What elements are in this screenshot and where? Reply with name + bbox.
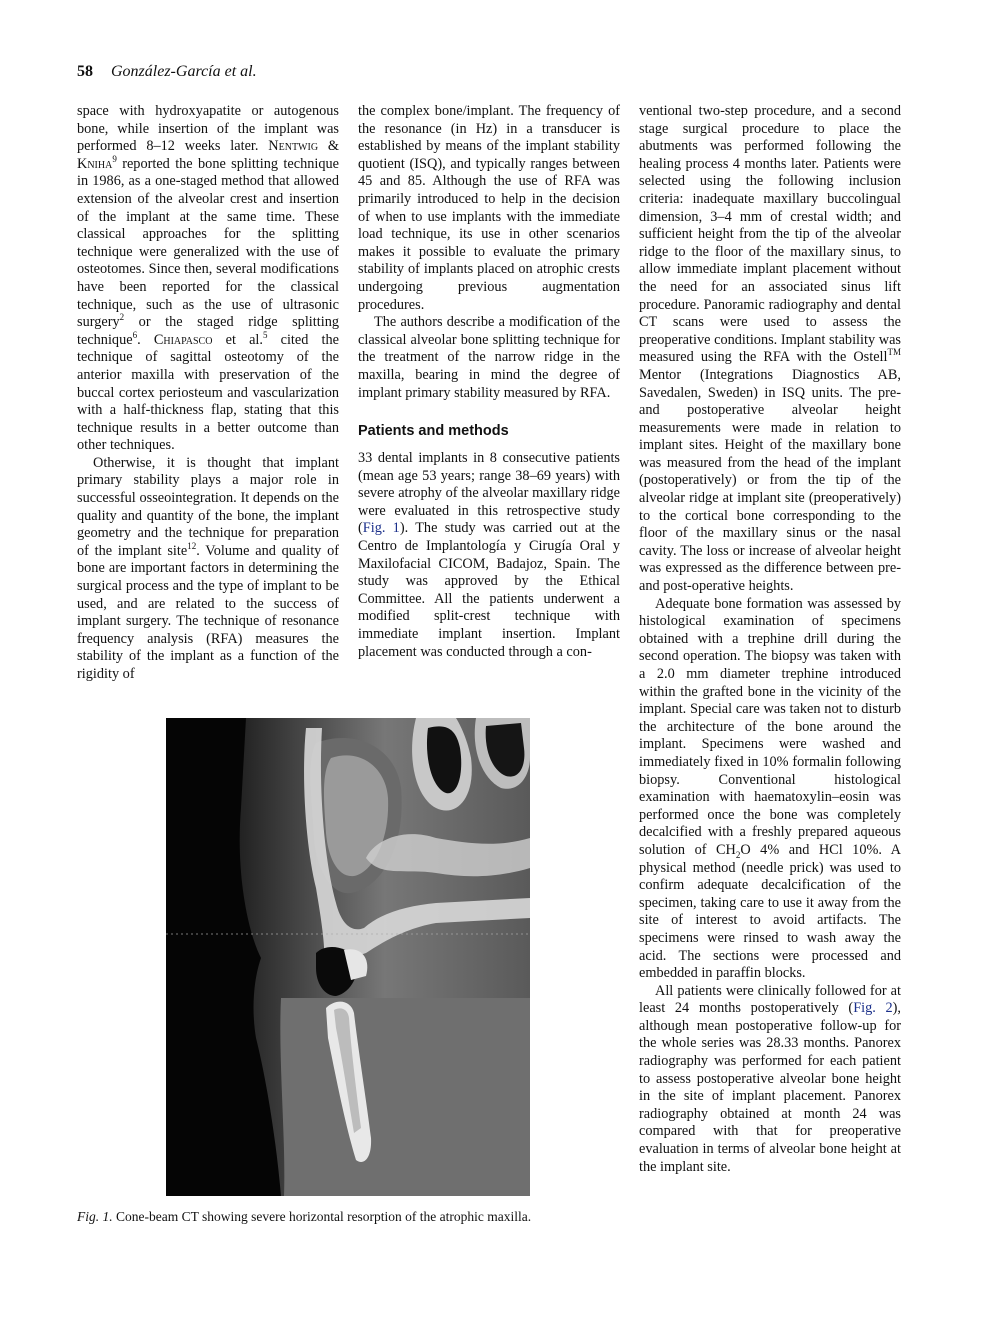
figure-caption	[77, 1208, 617, 1225]
paragraph: ventional two-step procedure, and a second stage surgical procedure to place the abutments was performed following the healing process 4 months later. Patients were selected using the following inclusion criteria: inadequate maxillary buccolingual dimension, 3–4 mm of crestal width; and sufficient height from the tip of the alveolar ridge to the floor of the maxillary sinus, to allow immediate implant placement without the need for an associated sinus lift procedure. Panoramic radiography and dental CT scans were used to assess the preoperative conditions. Implant stability was measured using the RFA with the Ostell™ Mentor (Integrations Diagnostics AB, Savedalen, Sweden) in ISQ units. The pre- and postoperative alveolar height measurements were made in relation to implant sites. Height of the maxillary bone was measured from the head of the implant (postoperatively) or from the tip of the alveolar ridge at implant site (preoperatively) to the cortical bone corresponding to the floor of the maxillary sinus or the nasal cavity. The loss or increase of alveolar height was expressed as the difference between pre- and post-operative heights.	[639, 103, 901, 595]
citation-superscript: 5	[262, 329, 268, 340]
figure-link[interactable]: Fig. 2	[853, 1000, 893, 1017]
paragraph: 33 dental implants in 8 consecutive patients (mean age 53 years; range 38–69 years) with severe atrophy of the alveolar maxillary ridge were evaluated in this retrospective study (Fig. 1). The study was carried out at the Centro de Implantología y Cirugía Oral y Maxilofacial CICOM, Badajoz, Spain. The study was approved by the Ethical Committee. All the patients underwent a modified split-crest technique with immediate implant insertion. Implant placement was conducted through a con-	[358, 450, 620, 660]
paragraph: Adequate bone formation was assessed by histological examination of specimens obtained with a trephine drill during the second operation. The biopsy was taken with a 2.0 mm diameter trephine introduced within the grafted bone in the vicinity of the implant. Special care was taken not to disturb the architecture of the bone around the implant. Specimens were washed and immediately fixed in 10% formalin following biopsy. Conventional histological examination with haematoxylin–eosin was performed once the bone was completely decalcified with a freshly prepared aqueous solution of $CH_2O$ 4% and HCl 10%. A physical method (needle prick) was used to confirm adequate decalcification of the specimen, taking care to use it away from the site of interest to avoid artifacts. The specimens were rinsed to wash away the acid. The sections were processed and embedded in paraffin blocks.	[639, 595, 901, 982]
trademark-superscript: TM	[887, 347, 901, 358]
column-2	[358, 103, 620, 661]
citation-superscript: 2	[119, 312, 125, 323]
column-3	[639, 103, 901, 1176]
figure-caption-text: Cone-beam CT showing severe horizontal resorption of the atrophic maxilla.	[112, 1209, 532, 1224]
figure-link[interactable]: Fig. 1	[362, 520, 400, 537]
chemical-subscript: 2	[735, 849, 741, 860]
ct-scan-image	[166, 718, 530, 1196]
citation-superscript: 12	[187, 541, 197, 552]
citation-superscript: 6	[132, 329, 138, 340]
paragraph: All patients were clinically followed for at least 24 months postoperatively (Fig. 2), although mean postoperative follow-up for the whole series was 28.33 months. Panorex radiography was performed for each patient to assess postoperative alveolar bone height in the site of implant placement. Panorex radiography obtained at month 24 was compared with that for preoperative evaluation in terms of alveolar bone height at the implant site.	[639, 982, 901, 1175]
paragraph: Otherwise, it is thought that implant primary stability plays a major role in successful osseointegration. It depends on the quality and quantity of the bone, the implant geometry and the technique for preparation of the implant site$^{12}$. Volume and quality of bone are important factors in determining the surgical process and the type of implant to be used, and are related to the success of implant surgery. The technique of resonance frequency analysis (RFA) measures the stability of the implant as a function of the rigidity of	[77, 454, 339, 682]
figure-label: Fig. 1.	[77, 1209, 113, 1224]
paragraph: space with hydroxyapatite or autogenous bone, while insertion of the implant was performed 8–12 weeks later. Nentwig & Kniha$^9$ reported the bone splitting technique in 1986, as a one-staged method that allowed extension of the alveolar crest and insertion of the implant at the same time. These classical approaches for the splitting technique were generalized with the use of osteotomes. Since then, several modifications have been reported for the classical technique, such as the use of ultrasonic surgery$^2$ or the staged ridge splitting technique$^6$. Chiapasco et al.$^5$ cited the technique of sagittal osteotomy of the anterior maxilla with preservation of the buccal cortex periosteum and vascularization with a half-thickness flap, stating that this technique results in a better outcome than other techniques.	[77, 103, 340, 454]
column-1	[77, 103, 339, 684]
paragraph: the complex bone/implant. The frequency of the resonance (in Hz) in a transducer is established by means of the implant stability quotient (ISQ), and typically ranges between 45 and 85. Although the use of RFA was primarily introduced to help in the decision of when to use implants with the immediate load technique, its use in other scenarios makes it possible to evaluate the primary stability of implants placed on atrophic crests undergoing previous augmentation procedures.	[358, 103, 620, 313]
citation-superscript: 9	[112, 154, 117, 165]
paragraph: The authors describe a modification of the classical alveolar bone splitting technique for the treatment of the narrow ridge in the maxilla, bearing in mind the degree of implant primary stability measured by RFA.	[358, 314, 620, 401]
section-heading: Patients and methods	[358, 423, 509, 440]
running-head: González-García et al.	[111, 63, 257, 80]
page-number: 58	[77, 63, 93, 80]
ct-scan-figure	[166, 718, 530, 1196]
page-header	[77, 62, 257, 82]
